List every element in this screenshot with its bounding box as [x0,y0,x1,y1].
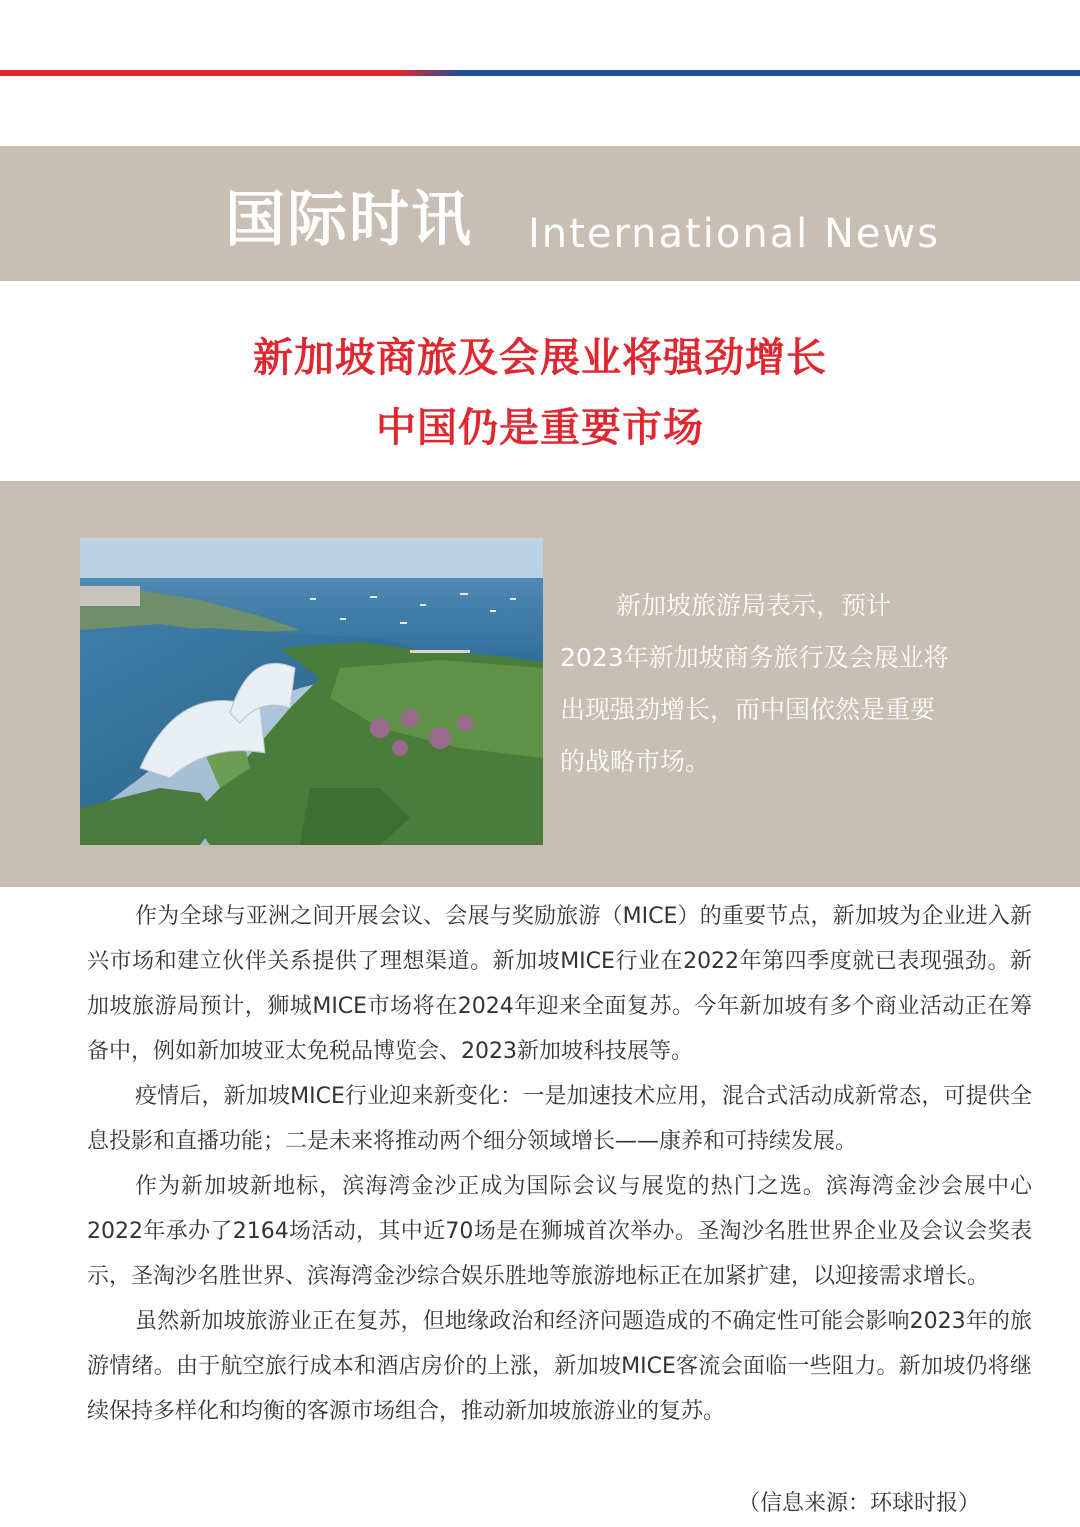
source-credit: （信息来源：环球时报） [737,1491,980,1516]
section-title-en: International News [528,211,941,257]
top-divider [0,70,1080,76]
headline-line-1: 新加坡商旅及会展业将强劲增长 [253,335,827,381]
headline-line-2: 中国仍是重要市场 [376,405,704,451]
body-paragraph-3: 作为新加坡新地标，滨海湾金沙正成为国际会议与展览的热门之选。滨海湾金沙会展中心2022年承办了2164场活动，其中近70场是在狮城首次举办。圣淘沙名胜世界企业及会议会奖表示，圣淘沙名胜世界、滨海湾金沙综合娱乐胜地等旅游地标正在加紧扩建，以迎接需求增长。 [87,1174,1032,1289]
lead-line-1: 新加坡旅游局表示，预计 [616,591,892,620]
lead-line-4: 的战略市场。 [560,747,711,776]
lead-summary [560,580,1000,788]
divider-gradient-segment [400,70,460,76]
article-body [87,894,1032,1434]
divider-blue-segment [460,70,1080,76]
lead-line-3: 出现强劲增长，而中国依然是重要 [560,695,936,724]
aerial-photo [80,538,543,845]
body-paragraph-2: 疫情后，新加坡MICE行业迎来新变化：一是加速技术应用，混合式活动成新常态，可提供全息投影和直播功能；二是未来将推动两个细分领域增长——康养和可持续发展。 [87,1084,1032,1154]
divider-red-segment [0,70,400,76]
section-title-cn: 国际时讯 [225,185,473,255]
lead-line-2: 2023年新加坡商务旅行及会展业将 [560,643,949,672]
body-paragraph-4: 虽然新加坡旅游业正在复苏，但地缘政治和经济问题造成的不确定性可能会影响2023年的旅游情绪。由于航空旅行成本和酒店房价的上涨，新加坡MICE客流会面临一些阻力。新加坡仍将继续保持多样化和均衡的客源市场组合，推动新加坡旅游业的复苏。 [87,1309,1032,1424]
body-paragraph-1: 作为全球与亚洲之间开展会议、会展与奖励旅游（MICE）的重要节点，新加坡为企业进入新兴市场和建立伙伴关系提供了理想渠道。新加坡MICE行业在2022年第四季度就已表现强劲。新加坡旅游局预计，狮城MICE市场将在2024年迎来全面复苏。今年新加坡有多个商业活动正在筹备中，例如新加坡亚太免税品博览会、2023新加坡科技展等。 [87,904,1032,1064]
